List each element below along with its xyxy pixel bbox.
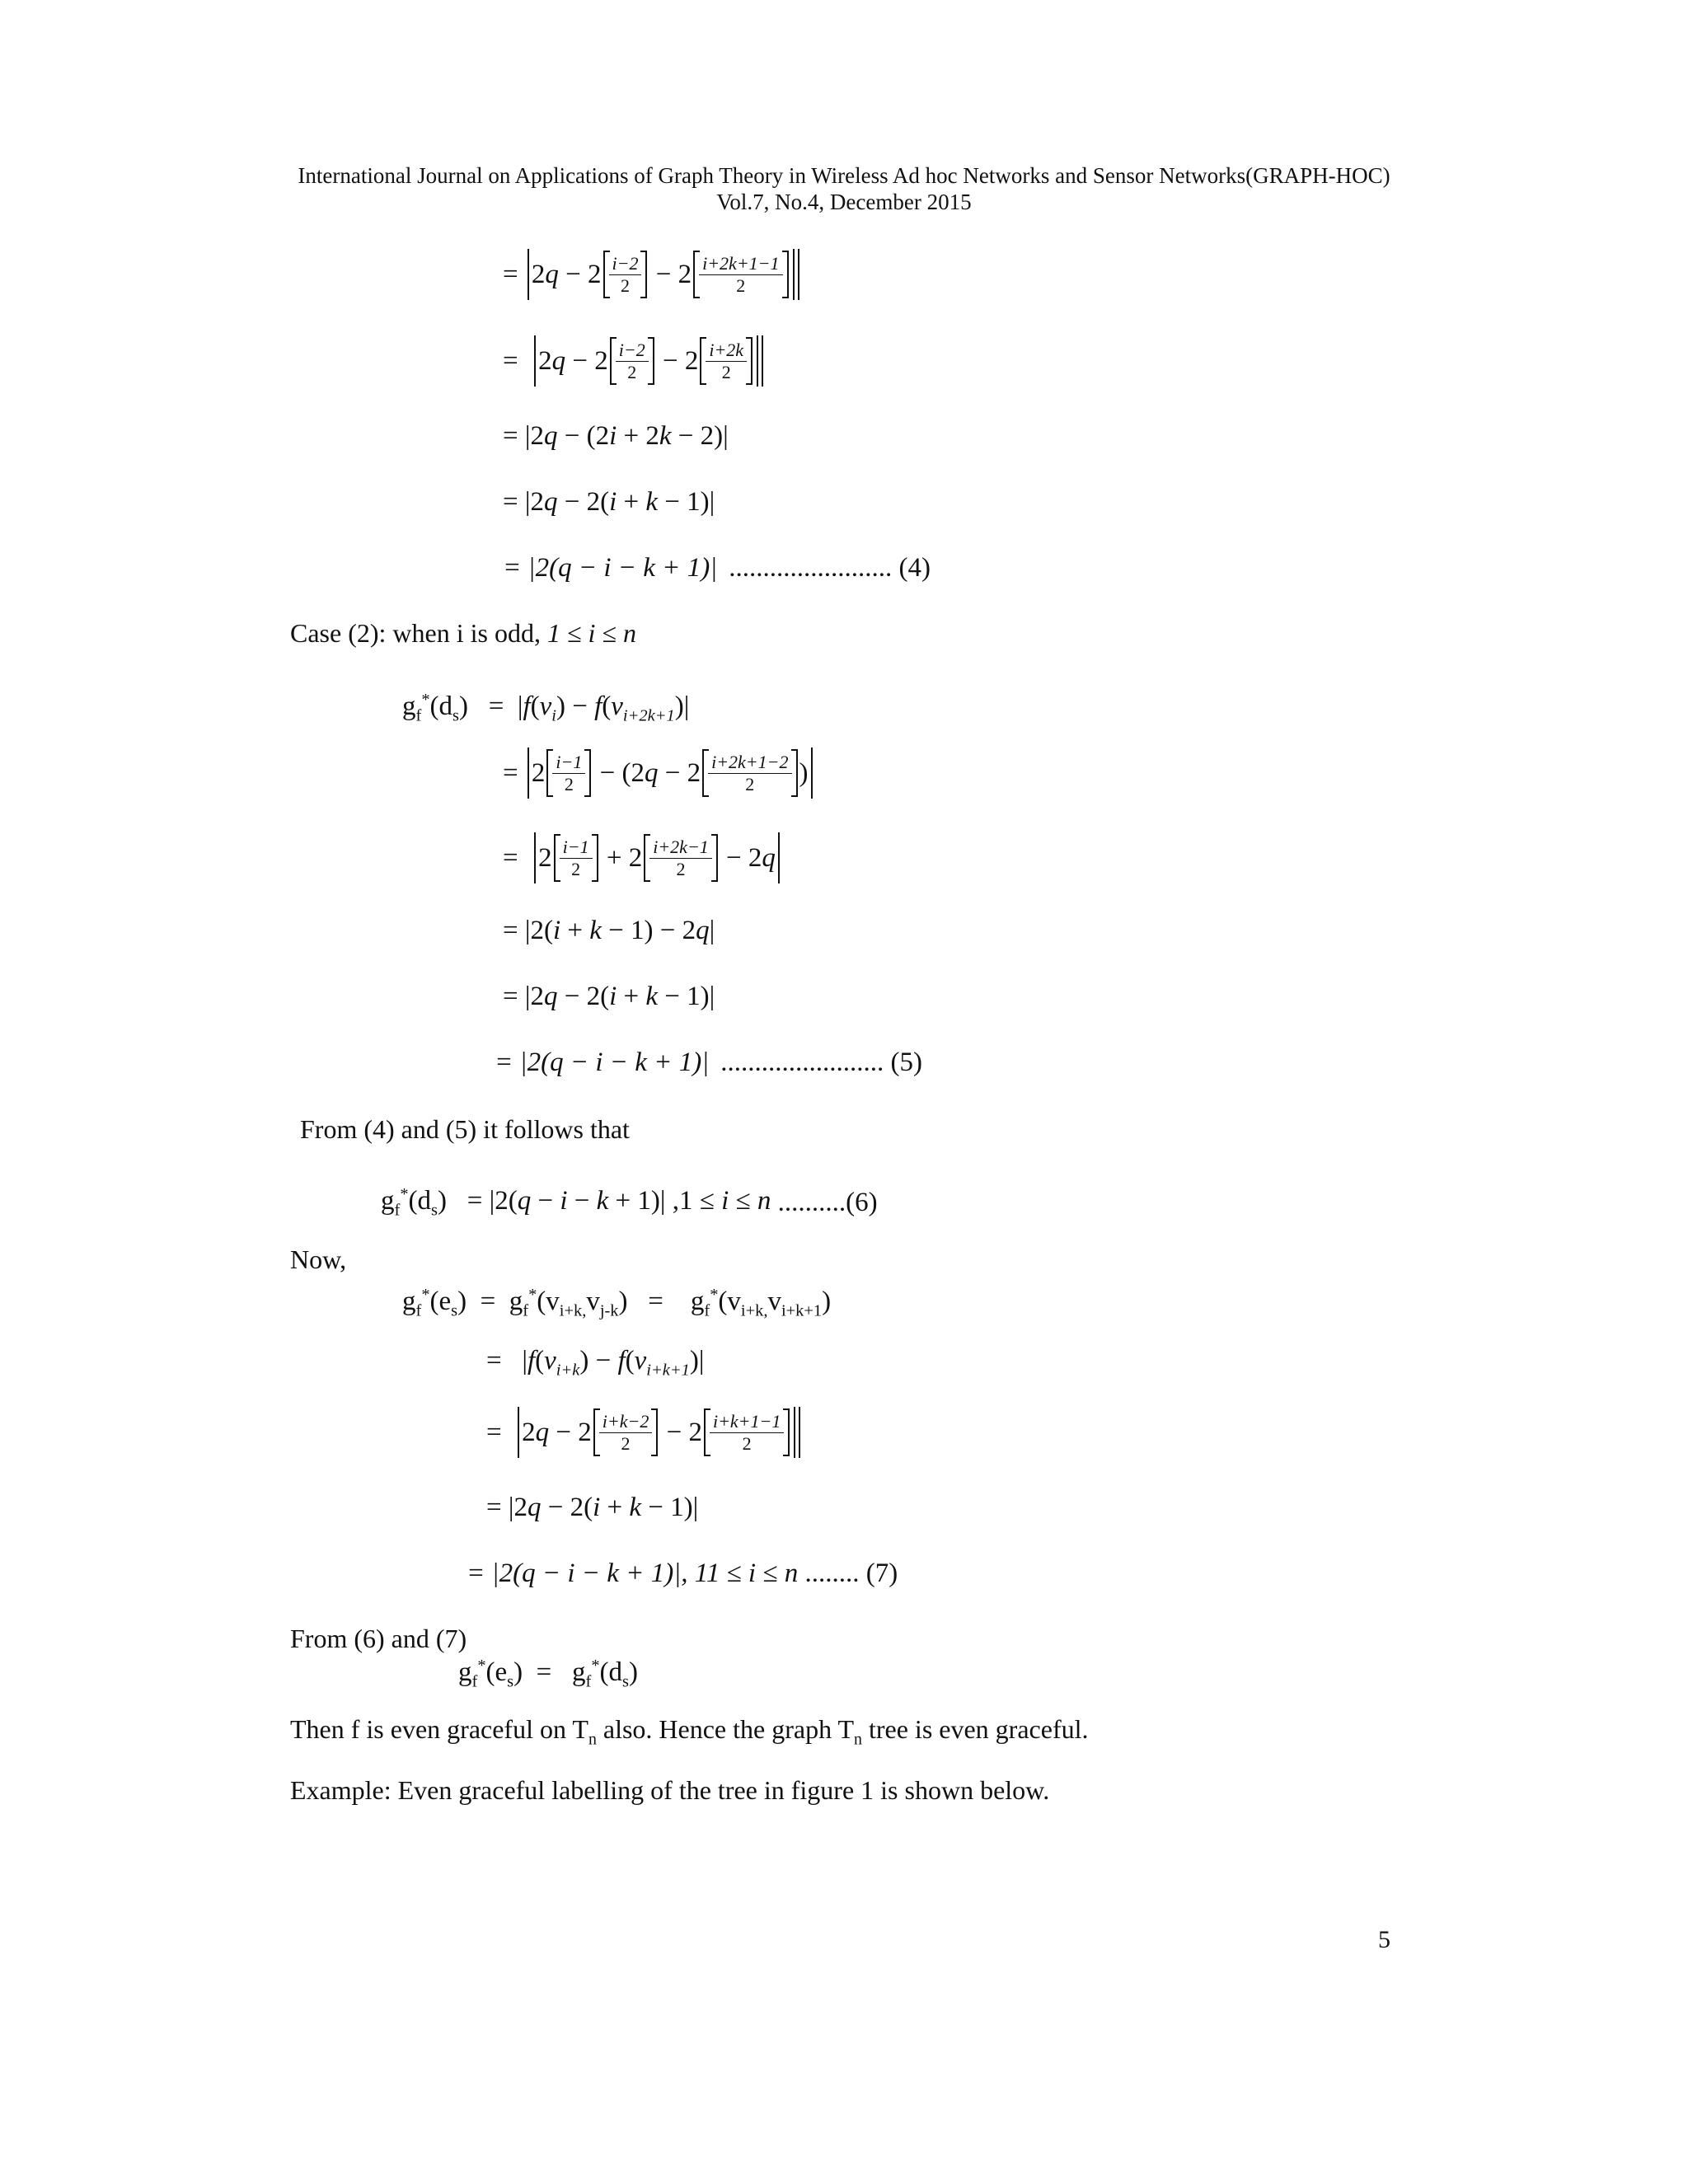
equation-es-line-3: = |2q − 2(i + k − 1)| bbox=[486, 1493, 699, 1522]
journal-header-line1: International Journal on Applications of Graph Theory in Wireless Ad hoc Networks and Sensor Networks(GRAPH-HOC) bbox=[298, 163, 1390, 188]
case-2-heading: Case (2): when i is odd, 1 ≤ i ≤ n bbox=[290, 618, 636, 648]
equation-4-label: ........................ (4) bbox=[729, 553, 931, 583]
from-4-and-5-text: From (4) and (5) it follows that bbox=[300, 1114, 630, 1144]
equation-gf-es: $g_f^*(e_s) = g_f^*(v_{i+k,}v_{j-k})$ = $g_f^*(v_{i+k,}v_{i+k+1})$ bbox=[402, 1286, 832, 1320]
equation-line-2: = 2q − 2 $\frac{i-2}{2}$ − 2 $\frac{i+2k}{2}$ bbox=[503, 334, 766, 388]
equation-line-1: = 2q − 2 $\frac{i-2}{2}$ − 2 $\frac{i+2k+1-1}{2}$ bbox=[503, 247, 802, 302]
equation-es-equals-ds: $g_f^*(e_s) = g_f^*(d_s)$ bbox=[458, 1657, 638, 1691]
equation-line-4: = |2q − 2(i + k − 1)| bbox=[503, 487, 715, 517]
equation-5-label: ........................ (5) bbox=[720, 1047, 922, 1077]
equation-7-label: ........ (7) bbox=[804, 1558, 898, 1588]
conclusion-text: Then f is even graceful on $T_n$ also. Hence the graph $T_n$ tree is even graceful. bbox=[290, 1714, 1089, 1749]
equation-4 bbox=[503, 551, 931, 585]
equation-6: $g_f^*(d_s) = |2(q - i - k + 1)|$ ,1 ≤ i ≤ n ..........(6) bbox=[381, 1185, 878, 1220]
journal-header-line2: Vol.7, No.4, December 2015 bbox=[716, 190, 972, 214]
now-text: Now, bbox=[290, 1244, 347, 1274]
equation-es-line-2: = 2q − 2 $\frac{i+k-2}{2}$ − 2 $\frac{i+k+1-1}{2}$ bbox=[486, 1405, 803, 1460]
equation-5 bbox=[495, 1045, 922, 1080]
equation-es-line-1: = $|f(v_{i+k}) - f(v_{i+k+1})|$ bbox=[486, 1346, 705, 1380]
equation-case2-line-4: = |2q − 2(i + k − 1)| bbox=[503, 982, 715, 1011]
equation-6-label: ..........(6) bbox=[777, 1187, 878, 1217]
equation-4-expression: = |2(q − i − k + 1)| bbox=[503, 553, 718, 583]
equation-gf-ds: $g_f^*(d_s) = |f(v_i) - f(v_{i+2k+1})|$ bbox=[402, 691, 690, 725]
equation-7 bbox=[467, 1556, 898, 1591]
page-number: 5 bbox=[1378, 1926, 1390, 1953]
equation-5-expression: = |2(q − i − k + 1)| bbox=[495, 1047, 710, 1077]
equation-line-3: = |2q − (2i + 2k − 2)| bbox=[503, 421, 729, 451]
equation-case2-line-1: = 2 $\frac{i-1}{2}$ − (2q − 2 $\frac{i+2k+1-2}{2}$ ) bbox=[503, 746, 815, 800]
equation-7-expression: = |2(q − i − k + 1)|, 11 ≤ i ≤ n bbox=[467, 1558, 799, 1588]
equation-case2-line-2: = 2 $\frac{i-1}{2}$ + 2 $\frac{i+2k-1}{2}$ − 2q bbox=[503, 831, 782, 885]
example-text: Example: Even graceful labelling of the tree in figure 1 is shown below. bbox=[290, 1775, 1050, 1805]
equation-case2-line-3: = |2(i + k − 1) − 2q| bbox=[503, 916, 715, 945]
case-2-condition: 1 ≤ i ≤ n bbox=[546, 618, 636, 648]
from-6-and-7-text: From (6) and (7) bbox=[290, 1624, 467, 1653]
